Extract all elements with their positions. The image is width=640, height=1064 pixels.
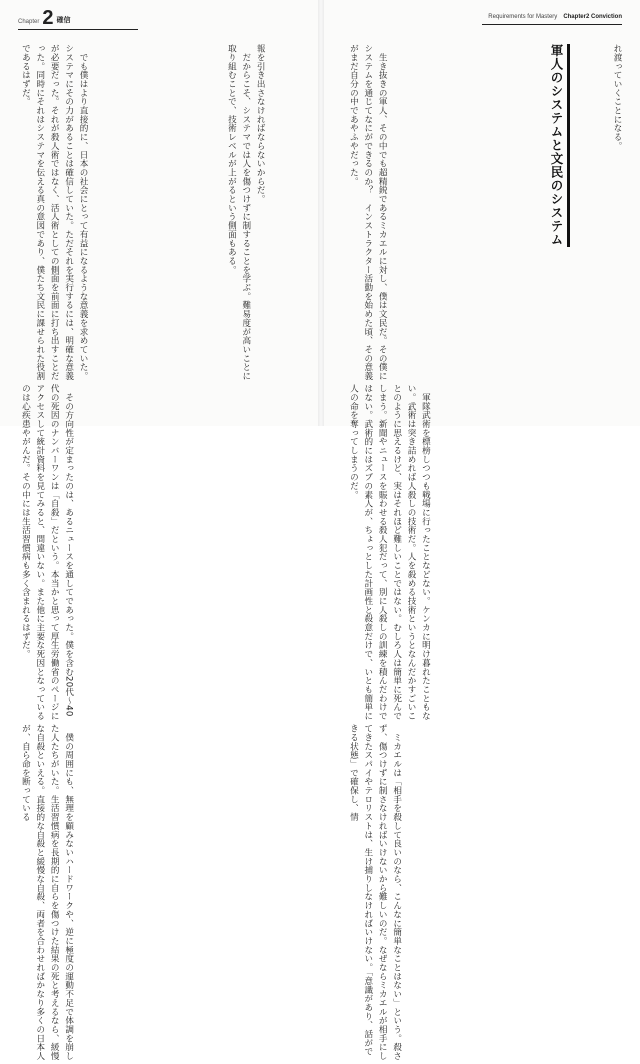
left-continuation-block xyxy=(224,44,267,384)
chapter-label: Chapter2 Conviction xyxy=(563,14,622,20)
chapter-number: 2 xyxy=(42,7,54,29)
body-paragraph: 軍隊武術を標榜しつつも戦場に行ったことなどない。ケンカに明け暮れたこともない。武術は突き詰めれば人殺しの技術だ。人を殺める技術というとなんだかすごいことのように思えるけど、実はそれほど難しいことではない。むしろ人は簡単に死んでしまう。新聞やニュースを賑わせる殺人犯だって、別に人殺しの訓練を積んだわけではない。武術的にはズブの素人が、ちょっとした計画性と殺意だけで、いとも簡単に人の命を奪ってしまうのだ。 xyxy=(348,384,431,721)
body-paragraph: ミカエルは「相手を殺して良いのなら、こんなに簡単なことはない」という。殺さず、傷つけずに制さなければいけないから難しいのだ。なぜならミカエルが相手にしてきたスパイやテロリストは、生け捕りしなければいけない。「意識があり、話ができる状態」で確保し、情 xyxy=(348,724,402,1061)
chapter-title: 確信 xyxy=(56,16,71,24)
left-running-header xyxy=(18,6,70,28)
body-paragraph: 生き抜きの軍人、その中でも超精鋭であるミカエルに対し、僕は文民だ。その僕にシステムを通じてなにができるのか？ インストラクター活動を始めた頃、その意義がまだ自分の中であやふやだった。 xyxy=(348,44,388,381)
left-header-rule xyxy=(18,29,138,30)
book-title: Requirements for Mastery xyxy=(488,14,558,20)
right-header-rule xyxy=(482,24,622,25)
section-heading: 軍人のシステムと文民のシステム xyxy=(548,44,570,247)
body-paragraph: でも僕はより直接的に、日本の社会にとって有益になるような意義を求めていた。システマにその力があることは確信していた。ただそれを実行するには、明確な意義が必要だった。それが殺人術ではなく、活人術としての側面を前面に打ち出すことだった。同時にそれはシステマを伝える真の意図であり、僕たち文民に課せられた役割であるはずだ。 xyxy=(20,44,89,381)
right-body xyxy=(346,44,432,1061)
page-gutter xyxy=(318,0,324,426)
left-body xyxy=(18,44,90,1061)
chapter-word: Chapter xyxy=(18,19,40,25)
body-paragraph: その方向性が定まったのは、あるニュースを通してであった。僕を含む20代〜40代の死因のナンバーワンは「自殺」だという。本当かと思って厚生労働省のページにアクセスして統計資料を見てみると、間違いない。また他に主要な死因となっているのは心疾患やがんだ。その中には生活習慣病も多く含まれるはずだ。 xyxy=(20,384,74,721)
opening-line: れ渡っていくことになる。 xyxy=(612,44,622,151)
section-heading-wrap xyxy=(548,44,570,384)
right-opening-block xyxy=(610,44,624,384)
right-running-header xyxy=(488,14,622,20)
continuation-text: 報を引き出さなければならないからだ。 だからこそ、システマでは人を傷つけずに制することを学ぶ。難易度が高いことに取り組むことで、技術レベルが上がるという側面もある。 xyxy=(226,44,266,381)
body-paragraph: 僕の周囲にも、無理を顧みないハードワークや、逆に極度の運動不足で体調を崩した人たちがいた。生活習慣病を長期的に自らを傷つけた結果の死と考えるなら、緩慢な自殺といえる。直接的な自殺と緩慢な自殺、両者を合わせればかなり多くの日本人が、自ら命を断っている xyxy=(20,724,74,1061)
